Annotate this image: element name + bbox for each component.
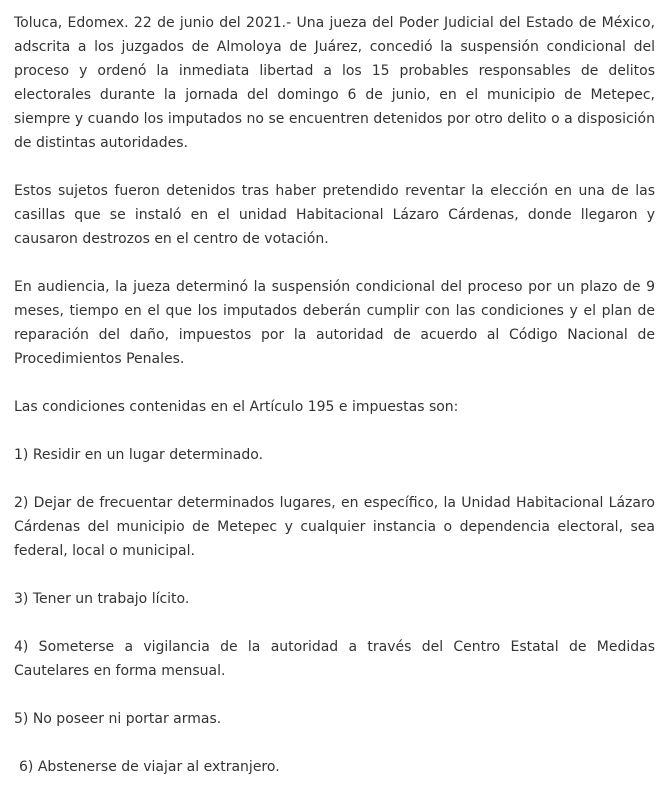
condition-item-1: 1) Residir en un lugar determinado. bbox=[14, 447, 264, 463]
condition-item-3: 3) Tener un trabajo lícito. bbox=[14, 591, 190, 607]
condition-item-4: 4) Someterse a vigilancia de la autoridad a través del Centro Estatal de Medidas Cautelares en forma mensual. bbox=[14, 639, 655, 679]
paragraph-conditions-intro: Las condiciones contenidas en el Artículo 195 e impuestas son: bbox=[14, 399, 459, 415]
condition-item-5: 5) No poseer ni portar armas. bbox=[14, 711, 222, 727]
paragraph-detention: Estos sujetos fueron detenidos tras haber pretendido reventar la elección en una de las casillas que se instaló en el unidad Habitacional Lázaro Cárdenas, donde llegaron y causaron destrozos en el centro de votación. bbox=[14, 183, 655, 247]
condition-item-6: 6) Abstenerse de viajar al extranjero. bbox=[19, 759, 280, 775]
paragraph-hearing: En audiencia, la jueza determinó la suspensión condicional del proceso por un plazo de 9 meses, tiempo en el que los imputados deberán cumplir con las condiciones y el plan de reparación del daño, impuestos por la autoridad de acuerdo al Código Nacional de Procedimientos Penales. bbox=[14, 279, 655, 367]
paragraph-intro: Toluca, Edomex. 22 de junio del 2021.- Una jueza del Poder Judicial del Estado de México, adscrita a los juzgados de Almoloya de Juárez, concedió la suspensión condicional del proceso y ordenó la inmediata libertad a los 15 probables responsables de delitos electorales durante la jornada del domingo 6 de junio, en el municipio de Metepec, siempre y cuando los imputados no se encuentren detenidos por otro delito o a disposición de distintas autoridades. bbox=[14, 15, 655, 151]
condition-item-2: 2) Dejar de frecuentar determinados lugares, en específico, la Unidad Habitacional Lázaro Cárdenas del municipio de Metepec y cualquier instancia o dependencia electoral, sea federal, local o municipal. bbox=[14, 495, 655, 559]
article-body bbox=[14, 11, 655, 779]
